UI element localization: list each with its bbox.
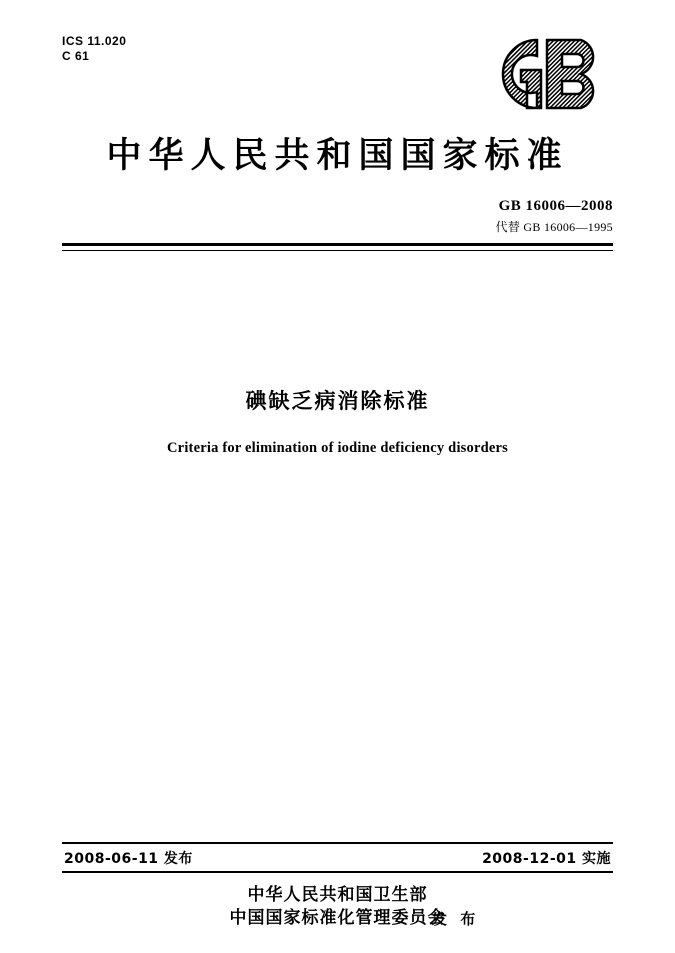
national-standard-title: 中华人民共和国国家标准: [106, 136, 569, 176]
gb-logo-icon: [485, 36, 615, 112]
divider-bottom-upper: [62, 842, 613, 844]
document-title-cn: 碘缺乏病消除标准: [245, 389, 430, 413]
issuing-authorities: [0, 884, 675, 930]
ics-code: ICS 11.020: [62, 34, 127, 48]
issue-label: 发 布: [432, 910, 480, 928]
divider-thick-top: [62, 243, 613, 246]
document-title-en: Criteria for elimination of iodine deficiency disorders: [167, 440, 508, 456]
standard-number: GB 16006—2008: [498, 198, 613, 214]
effective-date: 2008-12-01 实施: [482, 851, 611, 867]
issuer-line-1: 中华人民共和国卫生部: [247, 885, 428, 905]
classification-code: C 61: [62, 49, 90, 63]
divider-thin-top: [62, 250, 613, 251]
standard-replaces: 代替 GB 16006—1995: [495, 220, 613, 234]
divider-bottom-lower: [62, 871, 613, 873]
issue-date: 2008-06-11 发布: [64, 851, 193, 867]
issuer-line-2: 中国国家标准化管理委员会: [229, 908, 446, 928]
standard-number-block: [496, 198, 613, 235]
ics-block: [62, 34, 126, 64]
